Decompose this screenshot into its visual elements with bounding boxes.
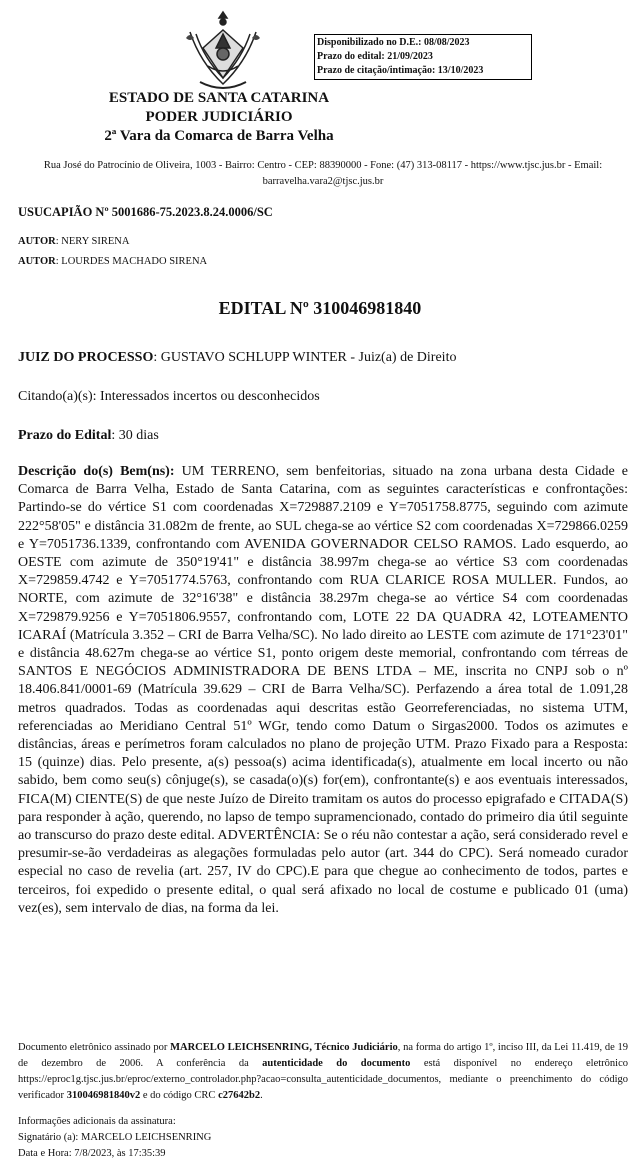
notice-text: , na forma do artigo 1º, inciso III, da Lei 11.419, de 19 de dezembro de 2006. A conferência da [18,1042,628,1069]
author-line [18,236,129,247]
signer-name: MARCELO LEICHSENRING, Técnico Judiciário [170,1042,398,1053]
signature-datetime: Data e Hora: 7/8/2023, às 17:35:39 [18,1148,166,1159]
description-text: UM TERRENO, sem benfeitorias, situado na zona urbana desta Cidade e Comarca de Barra Velha, Estado de Santa Catarina, com as seguintes características e confrontações: Partindo-se do vértice S1 com coordenadas X=729887.2109 e Y=7051758.8775, seguindo com azimute 222°58'05" e distância 31.082m de frente, ao SUL chega-se ao vértice S2 com coordenadas X=729866.0259 e Y=7051736.1339, confrontando com AVENIDA GOVERNADOR CELSO RAMOS. Lado esquerdo, ao OESTE com azimute de 350°19'41" e distância 38.997m chega-se ao vértice S3 com coordenadas X=729859.4742 e Y=7051774.5763, confrontando com RUA CLARICE ROSA MULLER. Fundos, ao NORTE, com azimute de 32°16'38" e distância 38.297m chega-se ao vértice S4 com coordenadas X=729879.9256 e Y=7051806.9557, confrontando com, LOTE 22 DA QUADRA 42, LOTEAMENTO ICARAÍ (Matrícula 3.352 – CRI de Barra Velha/SC). No lado direito ao LESTE com azimute de 171°23'01" e distância 48.627m chega-se ao vértice S1, ponto origem deste memorial, confrontando com térreas de SANTOS E NEGÓCIOS ADMINISTRADORA DE BENS LTDA – ME, inscrita no CNPJ sob o nº 18.406.841/0001-69 (Matrícula 39.629 – CRI de Barra Velha/SC). Perfazendo a área total de 1.091,28 metros quadrados. Todas as coordenadas aqui descritas estão Georreferenciadas, no sistema UTM, referenciadas ao Meridiano Central 51º WGr, tendo como Datum o Sirgas2000. Todos os azimutes e distâncias, áreas e perímetros foram calculados no plano de projeção UTM. Prazo Fixado para a Resposta: 15 (quinze) dias. Pelo presente, a(s) pessoa(s) acima identificada(s), atualmente em local incerto ou não sabido, bem como seu(s) cônjuge(s), se casada(o)(s) for(em), confrontante(s) e aos eventuais interessados, FICA(M) CIENTE(S) de que neste Juízo de Direito tramitam os autos do processo epigrafado e CITADA(S) para responder à ação, querendo, no lapso de tempo supramencionado, contado do primeiro dia útil seguinte ao transcurso do prazo deste edital. ADVERTÊNCIA: Se o réu não contestar a ação, será considerado revel e presumir-se-ão verdadeiras as alegações formuladas pelo autor (art. 344 do CPC). Será nomeado curador especial no caso de revelia (art. 257, IV do CPC).E para que chegue ao conhecimento de todos, partes e terceiros, foi expedido o presente edital, o qual será afixado no local de costume e publicado 01 (uma) vez(es), sem intervalo de dias, na forma da lei. [18,464,628,916]
judge-label: JUIZ DO PROCESSO [18,350,154,365]
description-label: Descrição do(s) Bem(ns): [18,464,175,479]
publication-dates-box [314,34,532,80]
court-title: 2ª Vara da Comarca de Barra Velha [104,128,334,144]
judge-line [18,350,624,366]
property-description [18,463,628,918]
notice-text: e do código CRC [140,1090,219,1101]
prazo-citacao-date: Prazo de citação/intimação: 13/10/2023 [317,65,484,76]
author-label: AUTOR [18,236,56,247]
crc-code: c27642b2 [218,1090,261,1101]
author-line [18,256,207,267]
state-title: ESTADO DE SANTA CATARINA [108,90,330,106]
prazo-edital-date: Prazo do edital: 21/09/2023 [317,51,433,62]
coat-of-arms-icon [180,8,266,94]
judge-value: : GUSTAVO SCHLUPP WINTER - Juiz(a) de Direito [153,350,457,365]
prazo-line [18,428,624,444]
prazo-value: : 30 dias [111,428,159,443]
notice-text: . [260,1090,263,1101]
process-number: USUCAPIÃO Nº 5001686-75.2023.8.24.0006/SC [18,205,273,219]
signature-signer: Signatário (a): MARCELO LEICHSENRING [18,1132,212,1143]
signature-info-title: Informações adicionais da assinatura: [18,1116,176,1127]
verification-code: 310046981840v2 [66,1090,141,1101]
notice-text: está disponível no endereço eletrônico https://eproc1g.tjsc.jus.br/eproc/externo_controlador.php?acao=consulta_autenticidade_documentos, mediante o preenchimento do código verificador [18,1058,628,1101]
citando-line: Citando(a)(s): Interessados incertos ou desconhecidos [18,389,320,404]
author-name: : NERY SIRENA [55,236,130,247]
disponibilizado-date: Disponibilizado no D.E.: 08/08/2023 [317,37,470,48]
signature-notice [18,1040,628,1104]
author-label: AUTOR [18,256,56,267]
authenticity-label: autenticidade do documento [262,1058,411,1069]
author-name: : LOURDES MACHADO SIRENA [55,256,208,267]
power-title: PODER JUDICIÁRIO [145,109,293,125]
signature-info [18,1114,211,1162]
court-address: Rua José do Patrocínio de Oliveira, 1003 - Bairro: Centro - CEP: 88390000 - Fone: (47) 313-08117 - https://www.tjsc.jus.br - Email: barravelha.vara2@tjsc.jus.br [43,160,603,187]
edital-title: EDITAL Nº 310046981840 [218,298,422,318]
prazo-label: Prazo do Edital [18,428,112,443]
notice-text: Documento eletrônico assinado por [18,1042,171,1053]
